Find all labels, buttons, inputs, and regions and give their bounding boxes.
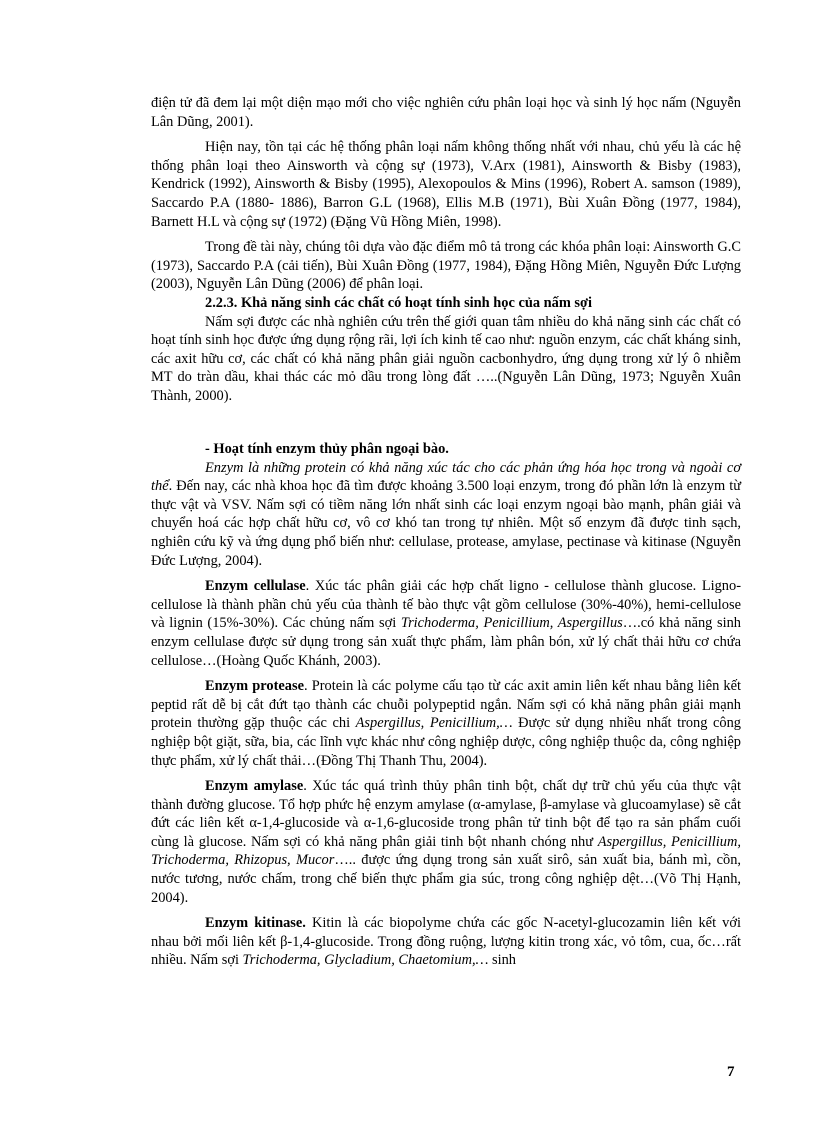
protease-text-1: . Protein là các polyme cấu tạo từ các axit amin liên kết nhau bằng liên kết peptid rất dễ bị cắt đứt tạo thành các chuỗi polypeptid ngắn. Nấm sợi có khả năng phân giải mạnh protein thường gặp thuộc các chi (151, 678, 741, 732)
protease-genera: Aspergillus, Penicillium,… (355, 715, 513, 732)
cellulase-lead: Enzym cellulase (205, 578, 306, 595)
paragraph-bioactive-capability: Nấm sợi được các nhà nghiên cứu trên thế giới quan tâm nhiều do khả năng sinh các chất có hoạt tính sinh học được ứng dụng rộng rãi, lợi ích kinh tế cao như: nguồn enzym, các chất kháng sinh, các axit hữu cơ, các chất có khả năng phân giải nguồn cacbonhydro, ứng dụng trong xử lý ô nhiễm MT do tràn dầu, khai thác các mỏ dầu trong lòng đất …..(Nguyễn Lân Dũng, 1973; Nguyễn Xuân Thành, 2000). (151, 313, 741, 404)
kitinase-text-2: sinh (488, 952, 516, 969)
kitinase-lead: Enzym kitinase. (205, 915, 306, 932)
enzyme-definition-italic: Enzym là những protein có khả năng xúc tác cho các phản ứng hóa học trong và ngoài cơ thể (151, 459, 741, 495)
section-heading: 2.2.3. Khả năng sinh các chất có hoạt tính sinh học của nấm sợi (205, 294, 592, 311)
amylase-text-1: . Xúc tác quá trình thủy phân tinh bột, chất dự trữ chủ yếu của thực vật thành đường glucose. Tổ hợp phức hệ enzym amylase (α-amylase, β-amylase và glucoamylase) sẽ cắt đứt các liên kết α-1,4-glucoside và α-1,6-glucoside trong phân tử tinh bột để tạo ra sản phẩm cuối cùng là glucose. Nấm sợi có khả năng phân giải tinh bột nhanh chóng như (151, 778, 741, 850)
page-number: 7 (727, 1064, 735, 1080)
paragraph-protease (151, 677, 741, 770)
amylase-text-2: ….. được ứng dụng trong sản xuất sirô, sản xuất bia, bánh mì, cồn, nước tương, nước chấm, trong chế biến thực phẩm gia súc, trong công nghiệp dệt…(Võ Thị Hạnh, 2004). (151, 852, 741, 906)
body-enzymes (151, 440, 741, 977)
amylase-genera: Aspergillus, Penicillium, Trichoderma, Rhizopus, Mucor (151, 833, 741, 869)
cellulase-text-2: ….có khả năng sinh enzym cellulase được sử dụng trong sản xuất thực phẩm, làm phân bón, xử lý chất thải hữu cơ chứa cellulose…(Hoàng Quốc Khánh, 2003). (151, 615, 741, 669)
cellulase-genera: Trichoderma, Penicillium, Aspergillus (400, 615, 623, 632)
paragraph-amylase (151, 777, 741, 907)
subheading-extracellular-enzymes: - Hoạt tính enzym thủy phân ngoại bào. (205, 441, 449, 457)
paragraph-kitinase (151, 914, 741, 970)
paragraph-intro: điện tử đã đem lại một diện mạo mới cho việc nghiên cứu phân loại học và sinh lý học nấm (Nguyễn Lân Dũng, 2001). (151, 95, 741, 130)
body-top (151, 94, 741, 413)
paragraph-classification-systems: Hiện nay, tồn tại các hệ thống phân loại nấm không thống nhất với nhau, chủ yếu là các hệ thống phân loại theo Ainsworth và cộng sự (1973), V.Arx (1981), Ainsworth & Bisby (1983), Kendrick (1992), Ainsworth & Bisby (1995), Alexopoulos & Mins (1996), Robert A. samson (1989), Saccardo P.A (1880- 1886), Barron G.L (1968), Ellis M.B (1971), Bùi Xuân Đồng (1977, 1984), Barnett H.L và cộng sự (1972) (Đặng Vũ Hồng Miên, 1998). (151, 139, 741, 230)
paragraph-this-topic: Trong đề tài này, chúng tôi dựa vào đặc điểm mô tả trong các khóa phân loại: Ainsworth G.C (1973), Saccardo P.A (cải tiến), Bùi Xuân Đồng (1977, 1984), Đặng Hồng Miên, Nguyễn Đức Lượng (2003), Nguyễn Lân Dũng (2006) để phân loại. (151, 239, 741, 293)
kitinase-genera: Trichoderma, Glycladium, Chaetomium,… (242, 952, 489, 969)
paragraph-cellulase (151, 577, 741, 670)
paragraph-enzyme-definition (151, 459, 741, 571)
kitinase-text-1: Kitin là các biopolyme chứa các gốc N-acetyl-glucozamin liên kết với nhau bởi mối liên kết β-1,4-glucoside. Trong đồng ruộng, lượng kitin trong xác, vỏ tôm, cua, ốc…rất nhiều. Nấm sợi (151, 915, 741, 969)
protease-lead: Enzym protease (205, 678, 304, 695)
cellulase-text-1: . Xúc tác phân giải các hợp chất ligno - cellulose thành glucose. Ligno-cellulose là thành phần chủ yếu của thành tế bào thực vật gồm cellulose (30%-40%), hemi-cellulose và lignin (15%-30%). Các chủng nấm sợi (151, 578, 741, 632)
enzyme-definition-text: . Đến nay, các nhà khoa học đã tìm được khoảng 3.500 loại enzym, trong đó phần lớn là enzym từ thực vật và VSV. Nấm sợi có tiềm năng lớn nhất sinh các loại enzym ngoại bào mạnh, phân giải và chuyển hoá các hợp chất hữu cơ, vô cơ khó tan trong tự nhiên. Một số enzym đã được tinh sạch, nghiên cứu kỹ và ứng dụng phổ biến như: cellulase, protease, amylase, pectinase và kitinase (Nguyễn Đức Lượng, 2004). (151, 478, 741, 569)
amylase-lead: Enzym amylase (205, 778, 304, 795)
protease-text-2: Được sử dụng nhiều nhất trong công nghiệp bột giặt, sữa, bia, các lĩnh vực khác như công nghiệp dược, công nghiệp thuộc da, công nghiệp thực phẩm, xử lý chất thải…(Đồng Thị Thanh Thu, 2004). (151, 715, 741, 769)
